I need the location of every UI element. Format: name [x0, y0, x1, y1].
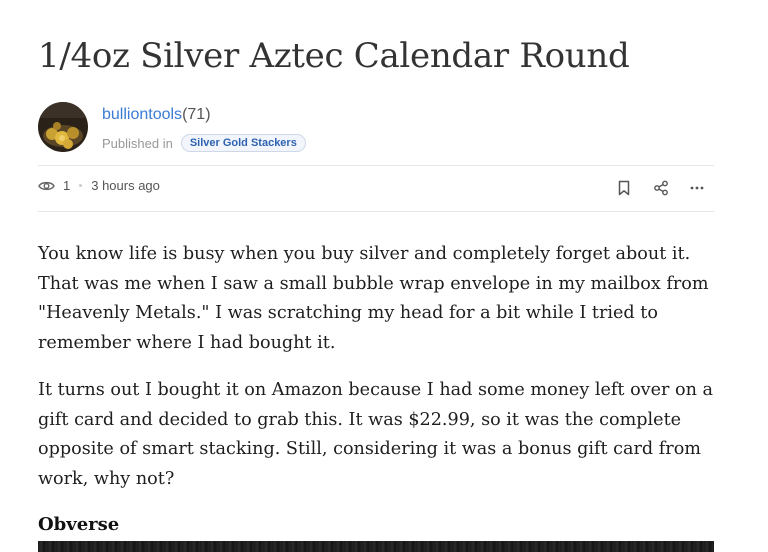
view-count: 1 [63, 178, 71, 193]
published-in-label: Published in [102, 135, 173, 151]
community-badge[interactable]: Silver Gold Stackers [181, 134, 306, 152]
author-reputation: (71) [182, 106, 211, 123]
bookmark-icon[interactable] [614, 178, 634, 198]
share-icon[interactable] [651, 178, 671, 198]
divider-bottom [38, 211, 714, 212]
divider-top [38, 165, 714, 166]
more-horizontal-icon[interactable] [687, 178, 707, 198]
author-name-link[interactable]: bulliontools [102, 106, 183, 123]
section-heading: Obverse [38, 514, 120, 535]
author-avatar[interactable] [38, 102, 88, 152]
post-meta [38, 178, 160, 193]
post-title: 1/4oz Silver Aztec Calendar Round [38, 36, 630, 76]
coin-image[interactable] [38, 541, 714, 552]
eye-icon [38, 180, 55, 192]
paragraph: It turns out I bought it on Amazon because I had some money left over on a gift card and decided to grab this. It was $22.99, so it was the complete opposite of smart stacking. Still, considering it was a bonus gift card from work, why not? [38, 380, 714, 489]
post-body [38, 240, 714, 512]
post-actions [612, 178, 714, 198]
post-time: 3 hours ago [91, 178, 160, 193]
meta-separator [79, 184, 82, 187]
paragraph: You know life is busy when you buy silver and completely forget about it. That was me when I saw a small bubble wrap envelope in my mailbox from "Heavenly Metals." I was scratching my head for a bit while I tried to remember where I had bought it. [38, 244, 709, 353]
